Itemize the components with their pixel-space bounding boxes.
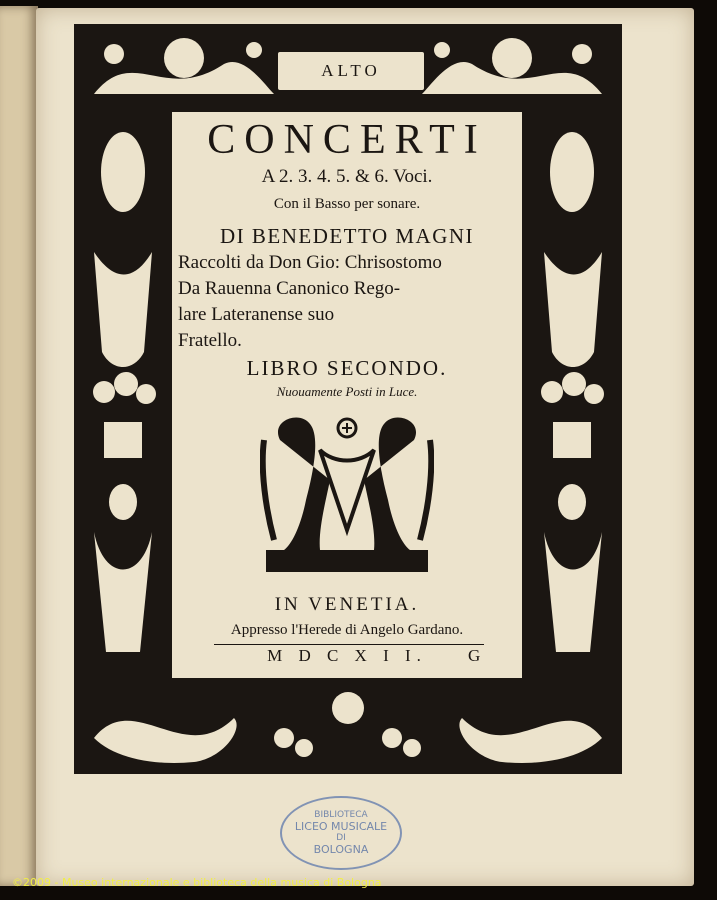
work-title: CONCERTI [207,117,487,163]
library-stamp [280,796,402,870]
stamp-line: DI [336,833,346,843]
compiler-line: Raccolti da Don Gio: Chrisostomo [178,252,442,273]
part-label: ALTO [276,50,426,92]
compiler-line: Fratello. [178,330,242,351]
stamp-line: BOLOGNA [313,843,369,856]
place-of-publication: IN VENETIA. [274,594,420,615]
printer-device-emblem [260,410,434,576]
left-ornament-border [74,112,172,678]
composer-name: DI BENEDETTO MAGNI [219,224,475,248]
publisher-line: Appresso l'Herede di Angelo Gardano. [230,622,464,638]
voices-line: A 2. 3. 4. 5. & 6. Voci. [261,166,433,187]
publication-year: M D C X I I. [267,646,427,665]
basso-line: Con il Basso per sonare. [273,196,421,212]
imprint-rule [214,644,484,645]
compiler-line: Da Rauenna Canonico Rego- [178,278,401,299]
publication-note: Nuouamente Posti in Luce. [276,384,418,399]
book-number: LIBRO SECONDO. [246,356,448,380]
compiler-line: lare Lateranense suo [178,304,335,325]
copyright-notice: ©2009 - Museo internazionale e biblioteca della musica di Bologna [12,876,382,889]
right-ornament-border [522,112,622,678]
bottom-ornament-border [74,678,622,774]
facing-page-edge [0,6,38,886]
stamp-line: LICEO MUSICALE [294,820,388,833]
signature-mark: G [468,646,481,665]
stamp-line: BIBLIOTECA [314,810,368,820]
title-text-panel [172,112,522,678]
